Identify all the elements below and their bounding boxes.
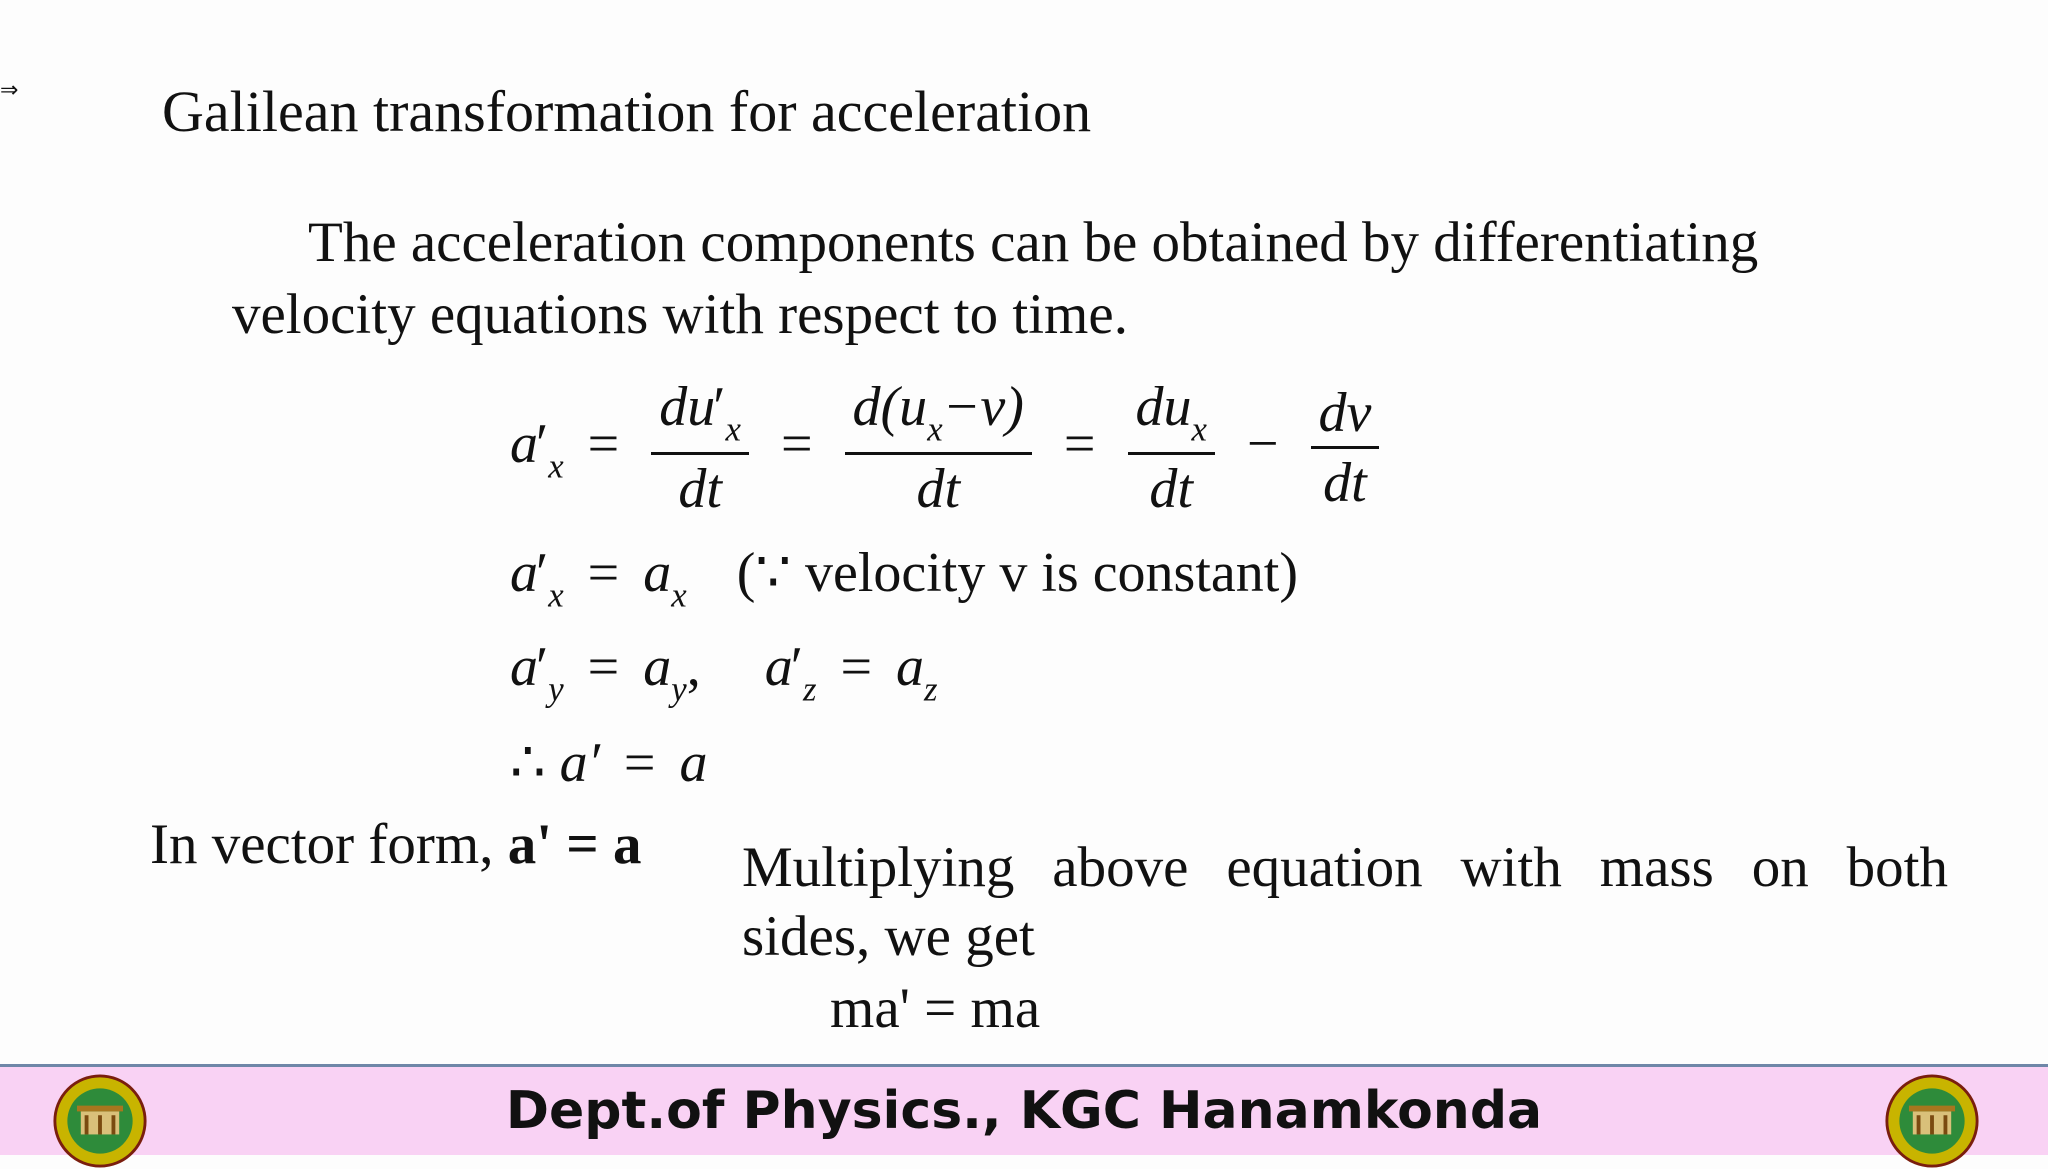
intro-line-1: The acceleration components can be obtained by differentiating: [308, 211, 1759, 274]
bullet-arrow: ⇒: [0, 78, 19, 103]
multiply-line-1: Multiplying above equation with mass on both: [742, 836, 1948, 899]
fraction-dux-dt: $\frac{du_x}{dt}$: [1128, 378, 1215, 521]
newton-equation: ma' = ma: [830, 977, 1041, 1040]
vector-equation: a' = a: [507, 813, 642, 876]
equation-ay-az: $a'_y = a_y$, $a'_z = a_z$: [510, 636, 938, 709]
college-seal-icon: [1884, 1073, 1980, 1169]
vector-form-statement: In vector form, a' = a: [150, 813, 642, 876]
eq1-lhs: $a'_x$: [510, 413, 564, 486]
footer-department-label: Dept.of Physics., KGC Hanamkonda: [505, 1081, 1543, 1141]
intro-line-2: velocity equations with respect to time.: [232, 283, 1128, 346]
fraction-d-ux-minus-v-dt: $\frac{d(u_x-v)}{dt}$: [845, 378, 1032, 521]
fraction-dux-prime-dt: $\frac{du'_x}{dt}$: [651, 378, 749, 521]
fraction-dv-dt: $\frac{dv}{dt}$: [1311, 384, 1380, 515]
slide-title: Galilean transformation for acceleration: [162, 79, 1092, 144]
footer-bar: [0, 1064, 2048, 1155]
constant-velocity-note: (∵ velocity v is constant): [736, 542, 1298, 604]
equation-therefore-a-prime-equals-a: ∴ a′ = a: [510, 732, 708, 794]
multiply-line-2: sides, we get: [742, 905, 1035, 968]
equation-ax-derivation: $a'_x$ = $\frac{du'_x}{dt}$ = $\frac{d(u_x-v)}{dt}$ = $\frac{du_x}{dt}$ − $\frac{dv}{dt}$: [510, 378, 1387, 521]
equation-ax-prime-equals-ax: $a'_x = a_x$ (∵ velocity v is constant): [510, 542, 1298, 615]
